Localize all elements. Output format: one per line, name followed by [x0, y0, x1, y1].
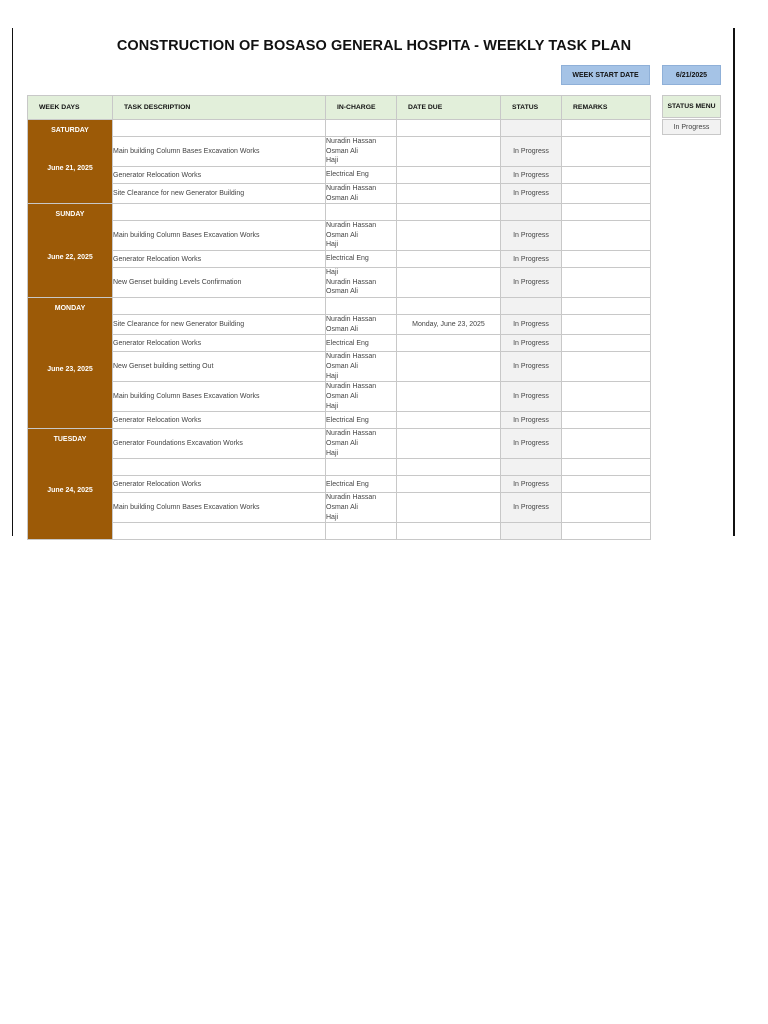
status-cell[interactable]: In Progress	[501, 476, 562, 493]
status-cell[interactable]: In Progress	[501, 268, 562, 298]
status-cell[interactable]	[501, 298, 562, 315]
remarks-cell[interactable]	[562, 412, 651, 429]
task-description-cell[interactable]	[113, 204, 326, 221]
status-cell[interactable]	[501, 523, 562, 540]
in-charge-cell[interactable]: Nuradin Hassan Osman Ali Haji	[326, 493, 397, 523]
date-due-cell[interactable]	[397, 459, 501, 476]
page-title: CONSTRUCTION OF BOSASO GENERAL HOSPITA - WEEKLY TASK PLAN	[116, 38, 632, 54]
date-due-cell[interactable]	[397, 352, 501, 382]
status-menu-item[interactable]: In Progress	[662, 119, 721, 135]
table-row	[28, 251, 651, 268]
in-charge-cell[interactable]: Electrical Eng	[326, 412, 397, 429]
week-day-cell	[28, 120, 113, 204]
remarks-cell[interactable]	[562, 352, 651, 382]
date-due-cell[interactable]	[397, 412, 501, 429]
status-cell[interactable]: In Progress	[501, 335, 562, 352]
task-description-cell[interactable]	[113, 459, 326, 476]
remarks-cell[interactable]	[562, 459, 651, 476]
date-due-cell[interactable]	[397, 184, 501, 204]
date-due-cell[interactable]	[397, 167, 501, 184]
status-cell[interactable]	[501, 120, 562, 137]
remarks-cell[interactable]	[562, 382, 651, 412]
table-row	[28, 493, 651, 523]
status-cell[interactable]: In Progress	[501, 429, 562, 459]
task-description-cell[interactable]	[113, 523, 326, 540]
in-charge-cell[interactable]	[326, 120, 397, 137]
date-due-cell[interactable]	[397, 268, 501, 298]
table-row	[28, 137, 651, 167]
date-due-cell[interactable]	[397, 335, 501, 352]
week-day-name: MONDAY	[54, 305, 86, 313]
week-day-date: June 23, 2025	[47, 366, 93, 374]
remarks-cell[interactable]	[562, 298, 651, 315]
task-description-cell[interactable]: Main building Column Bases Excavation Works	[113, 493, 326, 523]
date-due-cell[interactable]: Monday, June 23, 2025	[397, 315, 501, 335]
table-row	[28, 120, 651, 137]
week-day-cell	[28, 204, 113, 298]
remarks-cell[interactable]	[562, 167, 651, 184]
task-description-cell[interactable]: Site Clearance for new Generator Building	[113, 315, 326, 335]
task-description-cell[interactable]: Site Clearance for new Generator Building	[113, 184, 326, 204]
status-menu-header: STATUS MENU	[662, 95, 721, 118]
column-header-remarks: REMARKS	[562, 96, 651, 120]
remarks-cell[interactable]	[562, 137, 651, 167]
status-cell[interactable]: In Progress	[501, 137, 562, 167]
remarks-cell[interactable]	[562, 204, 651, 221]
status-cell[interactable]	[501, 204, 562, 221]
task-description-cell[interactable]: Generator Foundations Excavation Works	[113, 429, 326, 459]
status-cell[interactable]: In Progress	[501, 352, 562, 382]
status-cell[interactable]: In Progress	[501, 315, 562, 335]
date-due-cell[interactable]	[397, 120, 501, 137]
date-due-cell[interactable]	[397, 429, 501, 459]
table-row	[28, 382, 651, 412]
in-charge-cell[interactable]: Electrical Eng	[326, 167, 397, 184]
weekly-task-table	[27, 95, 651, 540]
status-cell[interactable]: In Progress	[501, 167, 562, 184]
date-due-cell[interactable]	[397, 493, 501, 523]
week-day-name: SUNDAY	[55, 211, 85, 219]
table-row	[28, 459, 651, 476]
table-row	[28, 221, 651, 251]
task-description-cell[interactable]: Generator Relocation Works	[113, 335, 326, 352]
remarks-cell[interactable]	[562, 184, 651, 204]
remarks-cell[interactable]	[562, 251, 651, 268]
column-header-task-description: TASK DESCRIPTION	[113, 96, 326, 120]
table-row	[28, 315, 651, 335]
remarks-cell[interactable]	[562, 429, 651, 459]
status-cell[interactable]: In Progress	[501, 382, 562, 412]
week-day-date: June 21, 2025	[47, 164, 93, 172]
in-charge-cell[interactable]	[326, 459, 397, 476]
table-row	[28, 429, 651, 459]
table-row	[28, 352, 651, 382]
table-row	[28, 167, 651, 184]
table-header-row	[28, 96, 651, 120]
table-row	[28, 268, 651, 298]
status-cell[interactable]: In Progress	[501, 493, 562, 523]
in-charge-cell[interactable]	[326, 298, 397, 315]
task-description-cell[interactable]: Main building Column Bases Excavation Works	[113, 382, 326, 412]
column-header-status: STATUS	[501, 96, 562, 120]
task-description-cell[interactable]: Generator Relocation Works	[113, 412, 326, 429]
column-header-in-charge: IN-CHARGE	[326, 96, 397, 120]
status-cell[interactable]: In Progress	[501, 184, 562, 204]
in-charge-cell[interactable]: Nuradin Hassan Osman Ali Haji	[326, 221, 397, 251]
status-cell[interactable]: In Progress	[501, 221, 562, 251]
remarks-cell[interactable]	[562, 268, 651, 298]
date-due-cell[interactable]	[397, 251, 501, 268]
week-day-name: SATURDAY	[51, 127, 89, 134]
in-charge-cell[interactable]: Nuradin Hassan Osman Ali Haji	[326, 382, 397, 412]
date-due-cell[interactable]	[397, 221, 501, 251]
table-row	[28, 523, 651, 540]
table-row	[28, 298, 651, 315]
page-right-border	[733, 28, 735, 536]
task-description-cell[interactable]: Generator Relocation Works	[113, 167, 326, 184]
week-start-date-label: WEEK START DATE	[561, 65, 650, 85]
remarks-cell[interactable]	[562, 523, 651, 540]
task-description-cell[interactable]	[113, 120, 326, 137]
in-charge-cell[interactable]: Nuradin Hassan Osman Ali Haji	[326, 429, 397, 459]
status-cell[interactable]: In Progress	[501, 251, 562, 268]
in-charge-cell[interactable]: Nuradin Hassan Osman Ali Haji	[326, 137, 397, 167]
remarks-cell[interactable]	[562, 315, 651, 335]
task-description-cell[interactable]: Main building Column Bases Excavation Works	[113, 221, 326, 251]
in-charge-cell[interactable]: Nuradin Hassan Osman Ali Haji	[326, 352, 397, 382]
table-row	[28, 184, 651, 204]
task-description-cell[interactable]	[113, 298, 326, 315]
in-charge-cell[interactable]: Electrical Eng	[326, 335, 397, 352]
in-charge-cell[interactable]: Nuradin Hassan Osman Ali	[326, 315, 397, 335]
in-charge-cell[interactable]: Electrical Eng	[326, 251, 397, 268]
date-due-cell[interactable]	[397, 523, 501, 540]
week-day-date: June 22, 2025	[47, 253, 93, 261]
week-day-name: TUESDAY	[53, 436, 87, 444]
in-charge-cell[interactable]: Haji Nuradin Hassan Osman Ali	[326, 268, 397, 298]
column-header-date-due: DATE DUE	[397, 96, 501, 120]
task-description-cell[interactable]: Main building Column Bases Excavation Works	[113, 137, 326, 167]
remarks-cell[interactable]	[562, 335, 651, 352]
table-row	[28, 412, 651, 429]
table-row	[28, 335, 651, 352]
date-due-cell[interactable]	[397, 382, 501, 412]
week-day-cell	[28, 298, 113, 429]
column-header-week-days: WEEK DAYS	[28, 96, 113, 120]
status-cell[interactable]	[501, 459, 562, 476]
in-charge-cell[interactable]	[326, 523, 397, 540]
in-charge-cell[interactable]	[326, 204, 397, 221]
date-due-cell[interactable]	[397, 476, 501, 493]
date-due-cell[interactable]	[397, 137, 501, 167]
week-day-cell	[28, 429, 113, 540]
date-due-cell[interactable]	[397, 204, 501, 221]
page-left-border	[12, 28, 13, 536]
remarks-cell[interactable]	[562, 120, 651, 137]
table-row	[28, 204, 651, 221]
table-row	[28, 476, 651, 493]
week-day-date: June 24, 2025	[47, 487, 93, 495]
in-charge-cell[interactable]: Nuradin Hassan Osman Ali	[326, 184, 397, 204]
remarks-cell[interactable]	[562, 221, 651, 251]
in-charge-cell[interactable]: Electrical Eng	[326, 476, 397, 493]
remarks-cell[interactable]	[562, 493, 651, 523]
task-description-cell[interactable]: New Genset building Levels Confirmation	[113, 268, 326, 298]
task-description-cell[interactable]: New Genset building setting Out	[113, 352, 326, 382]
status-cell[interactable]: In Progress	[501, 412, 562, 429]
date-due-cell[interactable]	[397, 298, 501, 315]
task-description-cell[interactable]: Generator Relocation Works	[113, 251, 326, 268]
week-start-date-value[interactable]: 6/21/2025	[662, 65, 721, 85]
remarks-cell[interactable]	[562, 476, 651, 493]
task-description-cell[interactable]: Generator Relocation Works	[113, 476, 326, 493]
